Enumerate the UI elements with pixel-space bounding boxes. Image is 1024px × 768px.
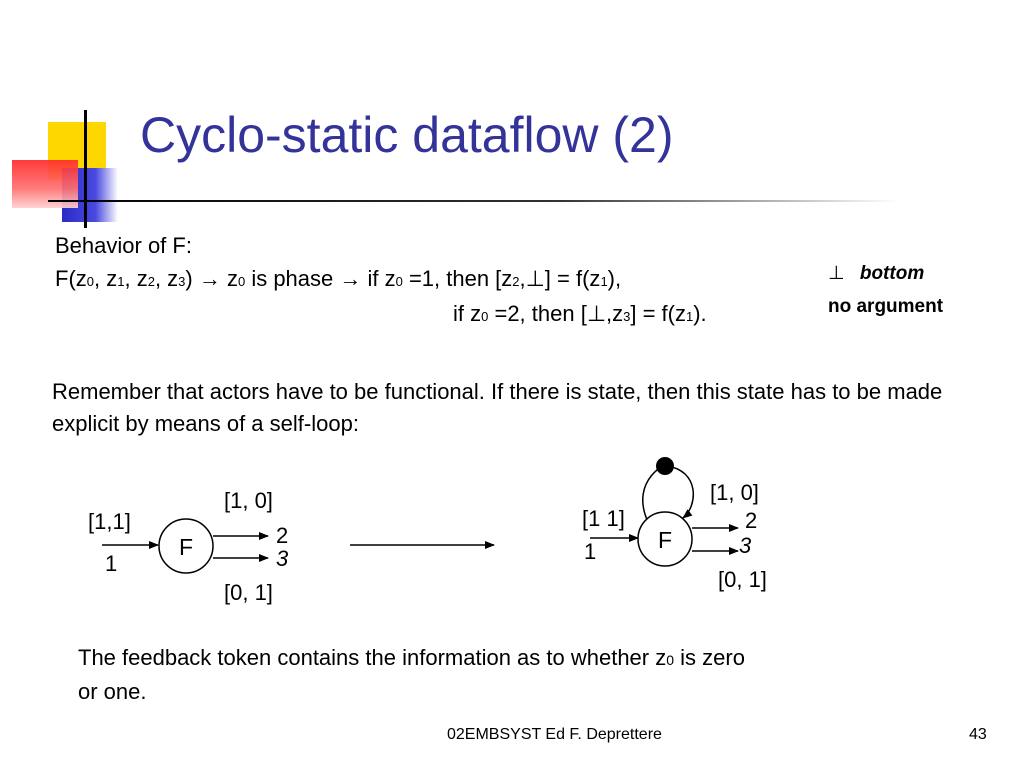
page-number: 43	[969, 726, 987, 743]
output-bottom-rate-right: [0, 1]	[718, 567, 767, 592]
remember-paragraph: Remember that actors have to be functional. If there is state, then this state has to be made explicit by means of a self-loop:	[52, 379, 943, 436]
input-rate-right: [1 1]	[582, 506, 625, 531]
output-top-rate-right: [1, 0]	[710, 480, 759, 505]
subscript: 0	[666, 652, 675, 668]
formula-text: F(z	[55, 266, 87, 291]
formula-text: , z	[94, 266, 118, 291]
feedback-paragraph	[78, 642, 978, 708]
output-top-tokens-left: 2	[276, 523, 289, 548]
feedback-token	[656, 457, 674, 475]
actor-label-left: F	[178, 534, 194, 560]
output-bottom-tokens-left: 3	[276, 546, 289, 571]
output-bottom-rate-left: [0, 1]	[224, 580, 273, 605]
legend-bottom-label: bottom	[859, 263, 925, 284]
feedback-text: is zero	[674, 645, 745, 670]
subscript: 3	[178, 274, 186, 289]
footer-author: 02EMBSYST Ed F. Deprettere	[447, 726, 662, 743]
input-tokens-left: 1	[105, 551, 118, 576]
formula-text: is phase → if z	[245, 266, 396, 291]
subscript: 0	[237, 274, 246, 289]
formula-text: , z	[124, 266, 148, 291]
legend-no-argument: no argument	[828, 296, 944, 317]
diagram-left	[88, 488, 289, 605]
output-bottom-tokens-right: 3	[739, 533, 752, 558]
subscript: 1	[600, 274, 608, 289]
slide-title: Cyclo-static dataflow (2)	[140, 107, 674, 163]
subscript: 1	[117, 274, 125, 289]
feedback-text: The feedback token contains the information as to whether z	[78, 645, 667, 670]
subscript: 0	[86, 274, 94, 289]
subscript: 0	[395, 274, 403, 289]
subscript: 1	[685, 309, 694, 324]
subscript: 3	[623, 309, 631, 324]
output-top-tokens-right: 2	[745, 508, 758, 533]
output-top-rate-left: [1, 0]	[224, 488, 273, 513]
bottom-symbol: ⊥	[828, 263, 845, 284]
subscript: 0	[481, 309, 489, 324]
subscript: 2	[512, 274, 520, 289]
formula-text: ),	[607, 266, 622, 291]
subscript: 2	[147, 274, 155, 289]
input-tokens-right: 1	[584, 539, 597, 564]
formula-text: ) → z	[185, 266, 238, 291]
formula-text: ,⊥] = f(z	[519, 266, 601, 291]
actor-label-right: F	[657, 527, 673, 553]
formula-text: , z	[154, 266, 179, 291]
diagram-right	[582, 457, 767, 592]
input-rate-left: [1,1]	[88, 509, 131, 534]
feedback-line-2: or one.	[78, 679, 147, 704]
formula-text: ).	[693, 301, 707, 326]
formula-text: =2, then [⊥,z	[488, 301, 624, 326]
formula-text: if z	[453, 301, 482, 326]
formula-text: ] = f(z	[630, 301, 686, 326]
feedback-line-1	[78, 642, 978, 676]
formula-text: =1, then [z	[402, 266, 513, 291]
behavior-heading: Behavior of F:	[55, 233, 192, 258]
